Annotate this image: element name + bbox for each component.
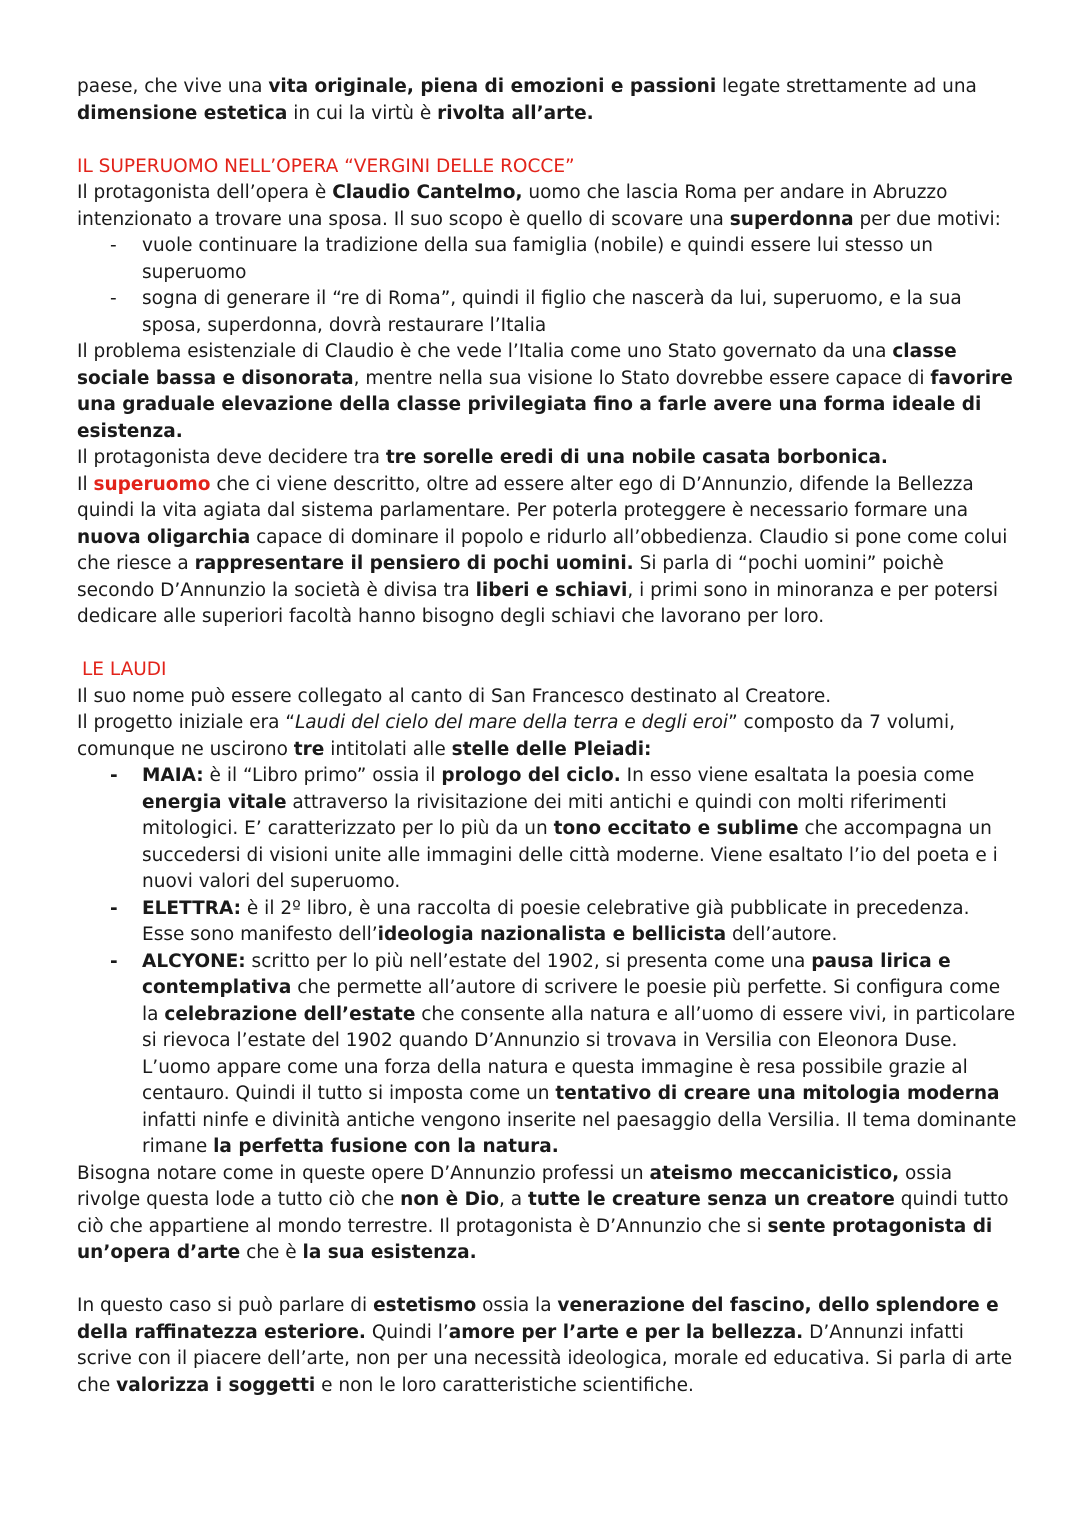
text-run: per due motivi:: [853, 208, 1001, 230]
text-run: Il problema esistenziale di Claudio è che vede l’Italia come uno Stato governato da una: [77, 341, 893, 362]
dash-bullet: -: [110, 950, 118, 972]
list-item-alcyone: [77, 949, 1017, 1161]
paragraph: Il suo nome può essere collegato al canto di San Francesco destinato al Creatore.: [77, 685, 832, 707]
text-run: in cui la virtù è: [287, 102, 438, 124]
bold-run: rivolta all’arte.: [437, 102, 594, 124]
bold-run: tentativo di creare una mitologia moderna: [555, 1083, 1000, 1104]
bold-run: estetismo: [373, 1295, 477, 1316]
bold-run: amore per l’arte e per la bellezza.: [448, 1321, 804, 1343]
bold-run: tre: [293, 738, 325, 760]
text-run: infatti ninfe e divinità antiche vengono inserite nel paesaggio della Versilia. Il tema dominante rimane: [142, 1109, 1017, 1157]
bold-run: energia vitale: [142, 791, 287, 813]
paragraph: [77, 445, 1017, 472]
bold-run: MAIA:: [142, 765, 204, 786]
paragraph: [77, 180, 1017, 233]
bold-run: tre sorelle eredi di una nobile casata borbonica.: [385, 447, 888, 468]
paragraph: [77, 1161, 1017, 1267]
text-run: che ci viene descritto, oltre ad essere alter ego di D’Annunzio, difende la Bellezza quindi la vita agiata dal sistema parlamentare. Per poterla proteggere è necessario formare una: [77, 473, 974, 521]
text-run: è il “Libro primo” ossia il: [203, 765, 442, 786]
text-run: , i primi sono in minoranza e per potersi dedicare alle superiori facoltà hanno bisogno degli schiavi che lavorano per loro.: [77, 579, 999, 627]
list-item-maia: [77, 763, 1017, 896]
text-run: Si parla di “pochi uomini” poichè secondo D’Annunzio la società è divisa tra: [77, 553, 944, 601]
paragraph: [77, 710, 1017, 763]
text-run: che accompagna un succedersi di visioni unite alle immagini delle città moderne. Viene esaltato l’io del poeta e i nuovi valori del superuomo.: [142, 818, 998, 892]
list-item-text: sogna di generare il “re di Roma”, quindi il figlio che nascerà da lui, superuomo, e la sua sposa, superdonna, dovrà restaurare l’Italia: [142, 288, 962, 336]
text-run: ossia la: [476, 1295, 558, 1316]
text-run: D’Annunzi infatti scrive con il piacere dell’arte, non per una necessità ideologica, morale ed educativa. Si parla di arte che: [77, 1321, 1013, 1396]
text-run: ” composto da 7 volumi, comunque ne uscirono: [77, 712, 955, 760]
text-run: Il: [77, 473, 94, 495]
text-run: che consente alla natura e all’uomo di essere vivi, in particolare si rievoca l’estate del 1902 quando D’Annunzio si trovava in Versilia con Eleonora Duse. L’uomo appare come una forza della natura e questa immagine è resa possibile grazie al centauro. Quindi il tutto si imposta come un: [142, 1003, 1016, 1104]
dash-bullet: -: [110, 897, 118, 919]
intro-paragraph: [77, 74, 1017, 127]
text-run: paese, che vive una: [77, 76, 269, 97]
section-heading-laudi: LE LAUDI: [82, 659, 167, 680]
bold-run: tutte le creature senza un creatore: [528, 1189, 895, 1210]
estetismo-paragraph: [77, 1293, 1017, 1399]
text-run: quindi tutto ciò che appartiene al mondo terrestre. Il protagonista è D’Annunzio che si: [77, 1189, 1009, 1237]
dash-bullet: -: [110, 765, 118, 786]
section-heading-superuomo: IL SUPERUOMO NELL’OPERA “VERGINI DELLE ROCCE”: [77, 155, 575, 177]
paragraph: [77, 472, 1017, 631]
bold-run: ELETTRA:: [142, 897, 242, 919]
bold-run: classe sociale bassa e disonorata: [77, 341, 957, 389]
bold-run: vita originale, piena di emozioni e passioni: [268, 76, 717, 97]
bold-run: nuova oligarchia: [77, 526, 251, 548]
bold-run: pausa lirica e contemplativa: [142, 950, 951, 998]
highlight-run: superuomo: [93, 473, 211, 495]
text-run: In esso viene esaltata la poesia come: [620, 765, 975, 786]
list-item: [77, 286, 1017, 339]
bold-run: celebrazione dell’estate: [164, 1003, 416, 1025]
text-run: legate strettamente ad una: [716, 76, 977, 97]
bold-run: ateismo meccanicistico,: [649, 1162, 900, 1184]
list-item-text: vuole continuare la tradizione della sua famiglia (nobile) e quindi essere lui stesso un superuomo: [142, 235, 934, 283]
bold-run: non è Dio: [400, 1189, 500, 1210]
bold-run: tono eccitato e sublime: [553, 818, 799, 839]
text-run: scritto per lo più nell’estate del 1902, si presenta come una: [245, 950, 812, 972]
bold-run: valorizza i soggetti: [116, 1374, 316, 1396]
text-run: Il protagonista dell’opera è: [77, 182, 333, 203]
bold-run: dimensione estetica: [77, 102, 288, 124]
bold-run: la sua esistenza.: [302, 1242, 477, 1263]
text-run: è il 2º libro, è una raccolta di poesie celebrative già pubblicate in precedenza. Esse sono manifesto dell’: [142, 897, 970, 945]
bold-run: superdonna: [729, 208, 854, 230]
dash-bullet: -: [110, 235, 117, 256]
motivations-list: [77, 233, 1017, 339]
text-run: attraverso la rivisitazione dei miti antichi e quindi con molti riferimenti mitologici. E’ caratterizzato per lo più da un: [142, 791, 947, 839]
bold-run: Claudio Cantelmo,: [332, 182, 523, 203]
bold-run: sente protagonista di un’opera d’arte: [77, 1215, 993, 1263]
text-run: e non le loro caratteristiche scientifiche.: [315, 1374, 694, 1396]
bold-run: rappresentare il pensiero di pochi uomini.: [194, 553, 634, 574]
text-run: capace di dominare il popolo e ridurlo all’obbedienza. Claudio si pone come colui che riesce a: [77, 526, 1008, 574]
text-run: Quindi l’: [365, 1321, 449, 1343]
bold-run: ideologia nazionalista e bellicista: [377, 924, 727, 945]
text-run: ossia rivolge questa lode a tutto ciò che: [77, 1162, 953, 1210]
pleiadi-list: [77, 763, 1017, 1161]
text-run: che è: [240, 1242, 303, 1263]
text-run: Il progetto iniziale era “: [77, 712, 295, 733]
italic-run: Laudi del cielo del mare della terra e degli eroi: [294, 712, 729, 733]
text-run: uomo che lascia Roma per andare in Abruzzo intenzionato a trovare una sposa. Il suo scopo è quello di scovare una: [77, 182, 948, 230]
text-run: In questo caso si può parlare di: [77, 1295, 374, 1316]
text-run: , a: [499, 1189, 529, 1210]
text-run: Bisogna notare come in queste opere D’Annunzio professi un: [77, 1162, 650, 1184]
bold-run: liberi e schiavi: [475, 579, 628, 601]
bold-run: favorire una graduale elevazione della classe privilegiata fino a farle avere una forma ideale di esistenza.: [77, 367, 1013, 442]
bold-run: venerazione del fascino, dello splendore e della raffinatezza esteriore.: [77, 1295, 999, 1343]
text-run: intitolati alle: [324, 738, 452, 760]
bold-run: prologo del ciclo.: [441, 765, 621, 786]
text-run: dell’autore.: [726, 924, 838, 945]
paragraph: [77, 339, 1017, 445]
bold-run: ALCYONE:: [142, 950, 246, 972]
bold-run: la perfetta fusione con la natura.: [213, 1136, 559, 1157]
text-run: , mentre nella sua visione lo Stato dovrebbe essere capace di: [353, 367, 931, 389]
bold-run: stelle delle Pleiadi:: [451, 738, 652, 760]
text-run: Il protagonista deve decidere tra: [77, 447, 386, 468]
dash-bullet: -: [110, 288, 117, 309]
list-item: [77, 233, 1017, 286]
text-run: che permette all’autore di scrivere le poesie più perfette. Si configura come la: [142, 977, 1001, 1025]
document-page: [77, 74, 1017, 1399]
list-item-elettra: [77, 896, 1017, 949]
